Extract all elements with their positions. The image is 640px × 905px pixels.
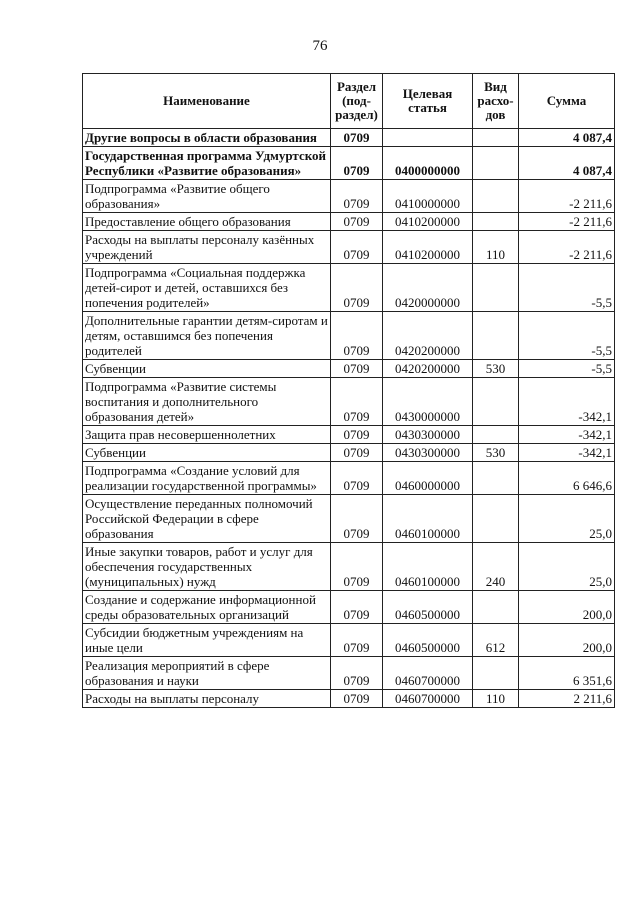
table-row [83,543,615,591]
table-row [83,426,615,444]
cell-type: 110 [473,690,519,708]
table-row [83,264,615,312]
table-row [83,312,615,360]
cell-name: Субвенции [83,360,331,378]
cell-target: 0460700000 [383,657,473,690]
cell-section: 0709 [331,312,383,360]
cell-sum: 2 211,6 [519,690,615,708]
table-row [83,129,615,147]
table-row [83,360,615,378]
cell-type [473,213,519,231]
cell-sum: -5,5 [519,312,615,360]
header-target: Целевая статья [383,74,473,129]
cell-section: 0709 [331,624,383,657]
table-row [83,231,615,264]
cell-sum: -2 211,6 [519,213,615,231]
cell-name: Субсидии бюджетным учреждениям на иные цели [83,624,331,657]
cell-target: 0460000000 [383,462,473,495]
cell-section: 0709 [331,657,383,690]
cell-section: 0709 [331,360,383,378]
cell-type [473,591,519,624]
cell-type: 530 [473,360,519,378]
header-sum: Сумма [519,74,615,129]
cell-section: 0709 [331,264,383,312]
cell-sum: -342,1 [519,444,615,462]
cell-target: 0460500000 [383,624,473,657]
cell-section: 0709 [331,495,383,543]
cell-name: Дополнительные гарантии детям-сиротам и детям, оставшимся без попечения родителей [83,312,331,360]
header-name: Наименование [83,74,331,129]
cell-section: 0709 [331,690,383,708]
cell-section: 0709 [331,213,383,231]
cell-type: 110 [473,231,519,264]
cell-target: 0430000000 [383,378,473,426]
cell-target: 0420200000 [383,312,473,360]
cell-type [473,147,519,180]
cell-sum: -342,1 [519,426,615,444]
cell-type [473,426,519,444]
cell-type [473,657,519,690]
budget-table [82,73,615,708]
cell-sum: 4 087,4 [519,147,615,180]
table-row [83,147,615,180]
cell-target: 0410000000 [383,180,473,213]
cell-target: 0430300000 [383,444,473,462]
cell-sum: 25,0 [519,495,615,543]
table-row [83,657,615,690]
header-type: Вид расхо-дов [473,74,519,129]
cell-sum: 200,0 [519,624,615,657]
cell-sum: -5,5 [519,360,615,378]
cell-name: Иные закупки товаров, работ и услуг для обеспечения государственных (муниципальных) нужд [83,543,331,591]
cell-type [473,264,519,312]
cell-type [473,378,519,426]
cell-section: 0709 [331,147,383,180]
cell-sum: 25,0 [519,543,615,591]
cell-name: Защита прав несовершеннолетних [83,426,331,444]
cell-target: 0410200000 [383,213,473,231]
cell-sum: 4 087,4 [519,129,615,147]
cell-type [473,129,519,147]
cell-section: 0709 [331,231,383,264]
cell-type [473,180,519,213]
cell-sum: -342,1 [519,378,615,426]
cell-sum: -2 211,6 [519,180,615,213]
table-row [83,495,615,543]
cell-section: 0709 [331,426,383,444]
cell-name: Подпрограмма «Создание условий для реализации государственной программы» [83,462,331,495]
cell-target: 0460100000 [383,495,473,543]
cell-name: Подпрограмма «Развитие общего образования» [83,180,331,213]
cell-target [383,129,473,147]
cell-name: Осуществление переданных полномочий Российской Федерации в сфере образования [83,495,331,543]
table-row [83,378,615,426]
cell-type: 612 [473,624,519,657]
cell-target: 0420000000 [383,264,473,312]
cell-name: Создание и содержание информационной среды образовательных организаций [83,591,331,624]
table-row [83,213,615,231]
table-row [83,462,615,495]
cell-type [473,462,519,495]
cell-type: 530 [473,444,519,462]
cell-sum: -2 211,6 [519,231,615,264]
page-number: 76 [312,38,328,54]
cell-target: 0460500000 [383,591,473,624]
cell-type: 240 [473,543,519,591]
cell-name: Государственная программа Удмуртской Республики «Развитие образования» [83,147,331,180]
cell-sum: 200,0 [519,591,615,624]
cell-name: Реализация мероприятий в сфере образования и науки [83,657,331,690]
cell-section: 0709 [331,180,383,213]
cell-section: 0709 [331,378,383,426]
cell-section: 0709 [331,591,383,624]
table-row [83,591,615,624]
cell-sum: 6 646,6 [519,462,615,495]
cell-sum: 6 351,6 [519,657,615,690]
cell-name: Расходы на выплаты персоналу [83,690,331,708]
cell-name: Предоставление общего образования [83,213,331,231]
cell-name: Субвенции [83,444,331,462]
cell-name: Расходы на выплаты персоналу казённых учреждений [83,231,331,264]
cell-sum: -5,5 [519,264,615,312]
cell-section: 0709 [331,129,383,147]
cell-name: Подпрограмма «Социальная поддержка детей-сирот и детей, оставшихся без попечения родителей» [83,264,331,312]
cell-target: 0430300000 [383,426,473,444]
table-row [83,444,615,462]
cell-name: Подпрограмма «Развитие системы воспитания и дополнительного образования детей» [83,378,331,426]
table-body [83,129,615,708]
cell-target: 0410200000 [383,231,473,264]
header-section: Раздел (под-раздел) [331,74,383,129]
cell-type [473,495,519,543]
table-header-row [83,74,615,129]
table-row [83,624,615,657]
cell-target: 0460700000 [383,690,473,708]
cell-target: 0420200000 [383,360,473,378]
cell-section: 0709 [331,462,383,495]
cell-name: Другие вопросы в области образования [83,129,331,147]
cell-section: 0709 [331,543,383,591]
cell-target: 0400000000 [383,147,473,180]
table-row [83,180,615,213]
cell-target: 0460100000 [383,543,473,591]
cell-section: 0709 [331,444,383,462]
cell-type [473,312,519,360]
table-row [83,690,615,708]
